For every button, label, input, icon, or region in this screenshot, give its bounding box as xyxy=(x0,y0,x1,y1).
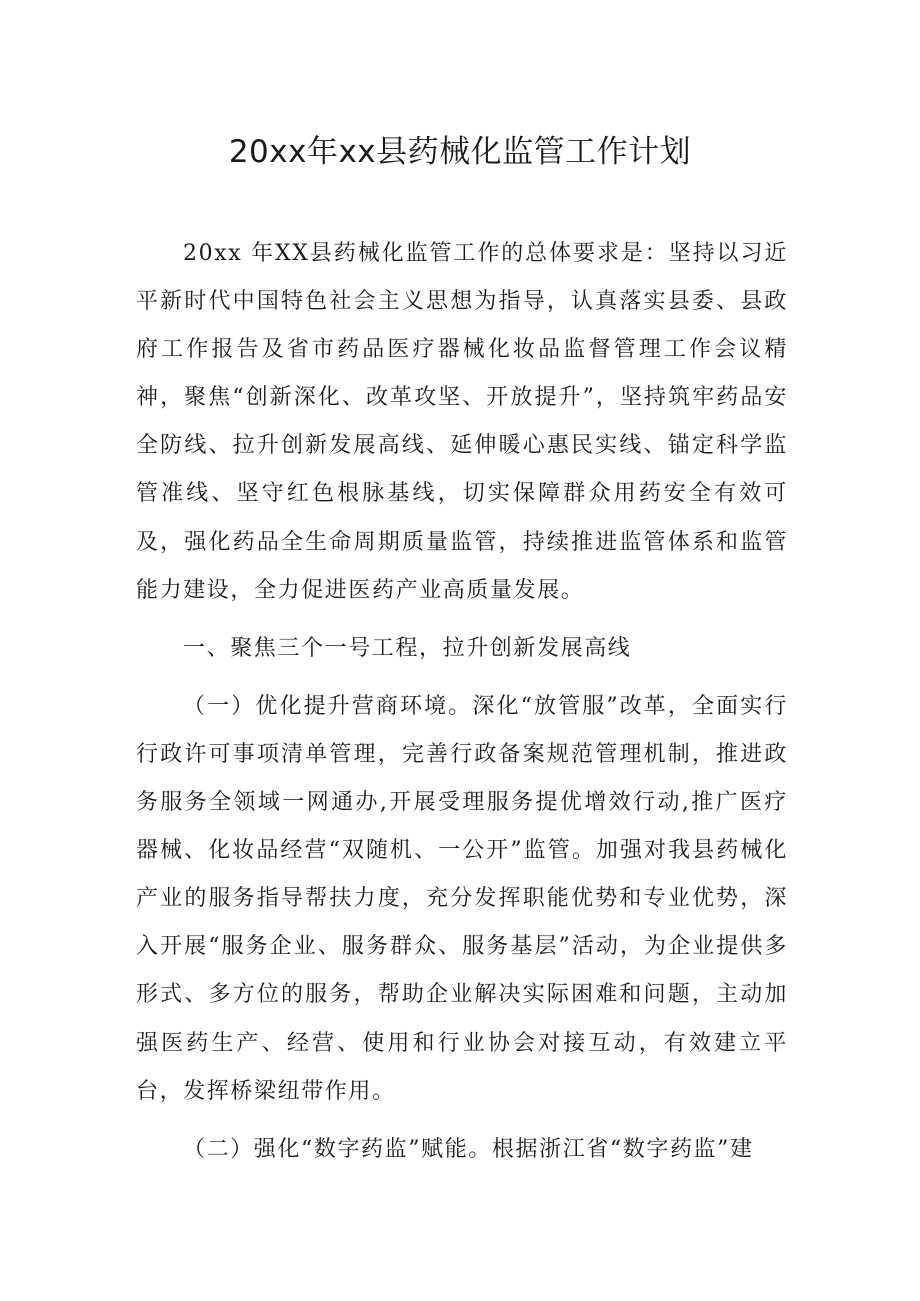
paragraph-section-1-2: （二）强化“数字药监”赋能。根据浙江省“数字药监”建 xyxy=(183,1136,754,1162)
paragraph-overview: 20xx 年XX县药械化监管工作的总体要求是：坚持以习近平新时代中国特色社会主义思想为指导，认真落实县委、县政府工作报告及省市药品医疗器械化妆品监督管理工作会议精神，聚焦“创新深化、改革攻坚、开放提升”，坚持筑牢药品安全防线、拉升创新发展高线、延伸暖心惠民实线、锚定科学监管准线、坚守红色根脉基线，切实保障群众用药安全有效可及，强化药品全生命周期质量监管，持续推进监管体系和监管能力建设，全力促进医药产业高质量发展。 xyxy=(136,241,788,603)
section-heading-1: 一、聚焦三个一号工程，拉升创新发展高线 xyxy=(183,635,632,661)
document-body xyxy=(136,230,788,1174)
document-title: 20xx年xx县药械化监管工作计划 xyxy=(228,134,692,170)
paragraph-section-1-1: （一）优化提升营商环境。深化“放管服”改革，全面实行行政许可事项清单管理，完善行政备案规范管理机制，推进政务服务全领域一网通办,开展受理服务提优增效行动,推广医疗器械、化妆品经营“双随机、一公开”监管。加强对我县药械化产业的服务指导帮扶力度，充分发挥职能优势和专业优势，深入开展“服务企业、服务群众、服务基层”活动，为企业提供多形式、多方位的服务，帮助企业解决实际困难和问题，主动加强医药生产、经营、使用和行业协会对接互动，有效建立平台，发挥桥梁纽带作用。 xyxy=(136,693,788,1104)
